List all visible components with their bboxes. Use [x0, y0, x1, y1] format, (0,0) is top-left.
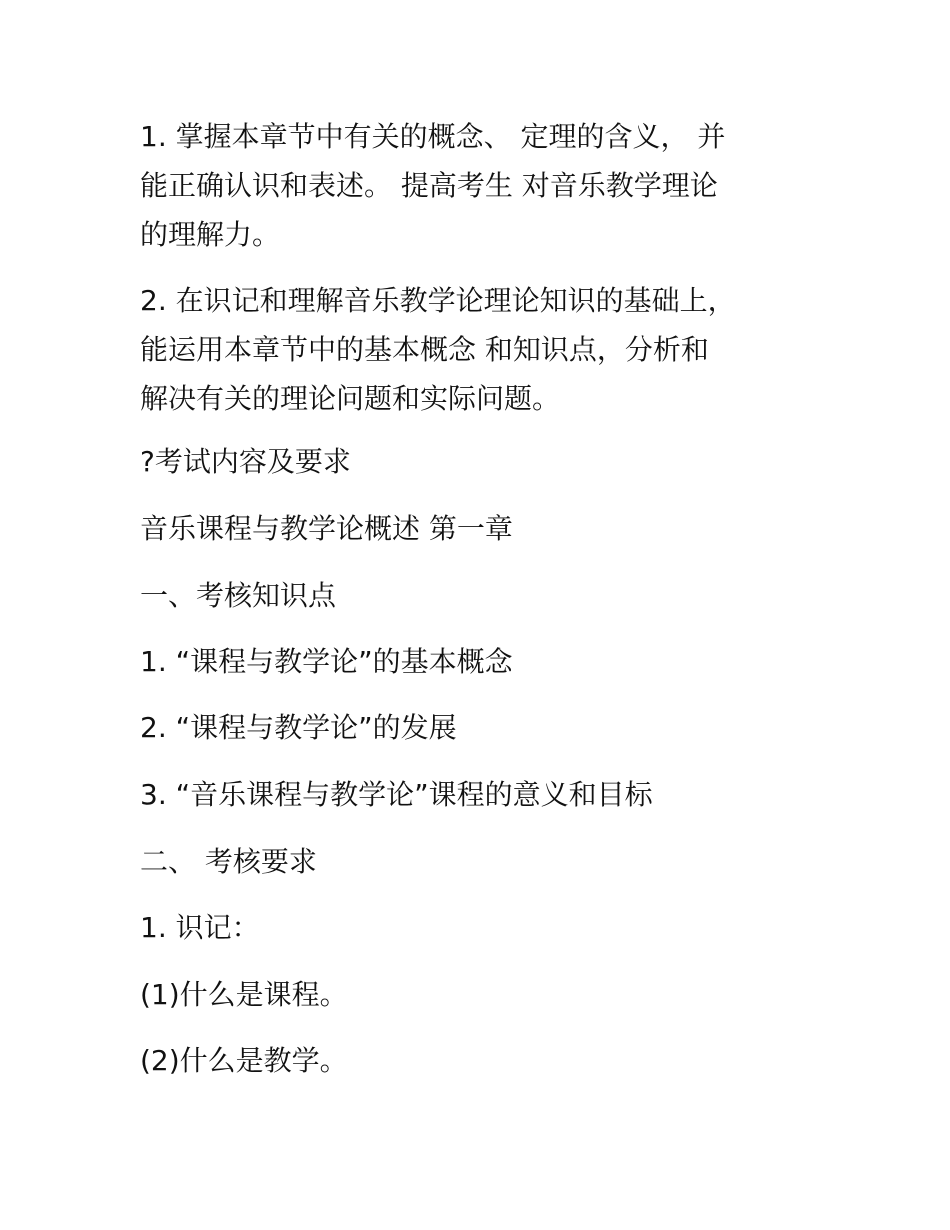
knowledge-point-2: 2. “课程与教学论”的发展 — [140, 711, 457, 744]
text-line: 能正确认识和表述。 提高考生 对音乐教学理论 — [140, 169, 718, 202]
requirements-heading: 二、 考核要求 — [140, 845, 317, 878]
chapter-title: 音乐课程与教学论概述 第一章 — [140, 512, 513, 545]
memorize-item-1: (1)什么是课程。 — [140, 978, 348, 1011]
knowledge-heading: 一、考核知识点 — [140, 579, 337, 612]
text-line: 的理解力。 — [140, 218, 281, 251]
text-line: 2. 在识记和理解音乐教学论理论知识的基础上， — [140, 284, 736, 317]
text-line: 解决有关的理论问题和实际问题。 — [140, 382, 561, 415]
knowledge-point-1: 1. “课程与教学论”的基本概念 — [140, 645, 513, 678]
text-line: 1. 掌握本章节中有关的概念、 定理的含义， 并 — [140, 120, 726, 153]
objective-paragraph-1 — [140, 112, 820, 259]
objective-paragraph-2 — [140, 276, 820, 423]
memorize-item-2: (2)什么是教学。 — [140, 1044, 348, 1077]
knowledge-point-3: 3. “音乐课程与教学论”课程的意义和目标 — [140, 778, 653, 811]
section-heading: ?考试内容及要求 — [140, 445, 351, 478]
text-line: 能运用本章节中的基本概念 和知识点，分析和 — [140, 333, 709, 366]
memorize-label: 1. 识记： — [140, 911, 260, 944]
